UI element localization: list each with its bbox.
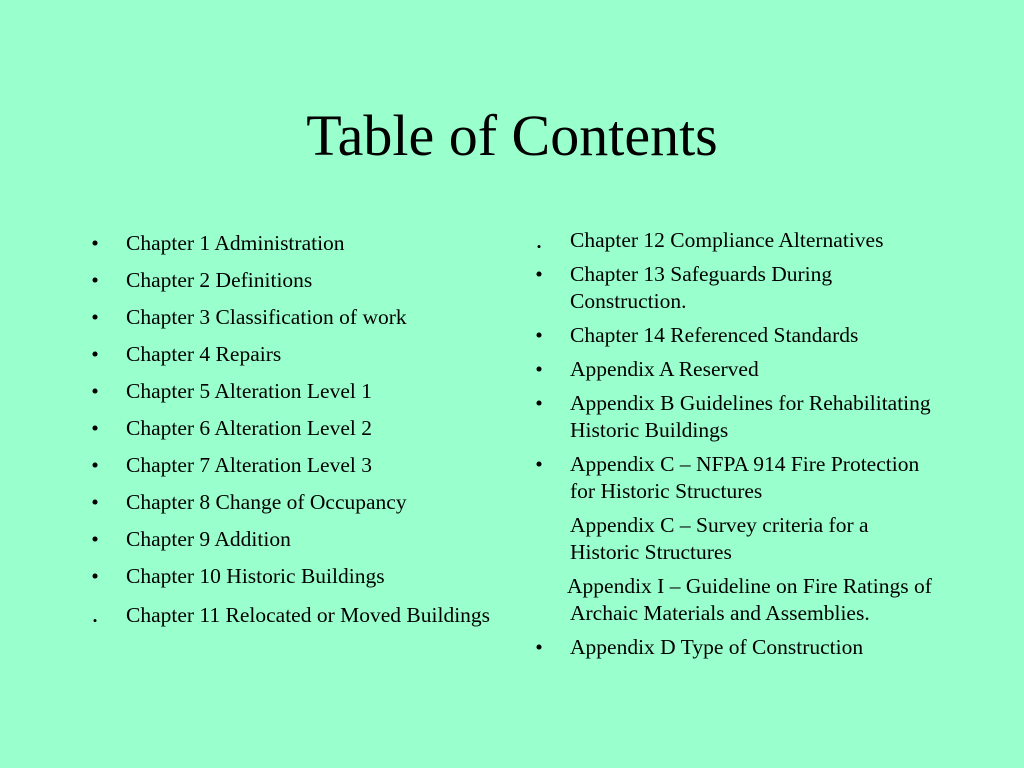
toc-item bbox=[82, 563, 502, 590]
toc-item-text: Appendix A Reserved bbox=[570, 357, 759, 381]
toc-item-text: Chapter 6 Alteration Level 2 bbox=[126, 416, 372, 440]
toc-item bbox=[82, 600, 502, 630]
bullet-icon: • bbox=[535, 357, 543, 381]
toc-item bbox=[82, 415, 502, 442]
bullet-icon: • bbox=[91, 305, 99, 329]
toc-item bbox=[526, 634, 936, 661]
toc-item bbox=[82, 304, 502, 331]
toc-item bbox=[526, 356, 936, 383]
bullet-icon: • bbox=[91, 564, 99, 588]
toc-item bbox=[526, 512, 936, 566]
toc-item-text: Appendix C – NFPA 914 Fire Protection for Historic Structures bbox=[570, 452, 920, 503]
toc-item-text: Chapter 4 Repairs bbox=[126, 342, 282, 366]
toc-item bbox=[526, 390, 936, 444]
toc-left-column bbox=[82, 230, 502, 640]
bullet-icon: • bbox=[91, 231, 99, 255]
toc-item bbox=[526, 451, 936, 505]
toc-item bbox=[526, 322, 936, 349]
toc-item bbox=[82, 341, 502, 368]
toc-item-text: Appendix B Guidelines for Rehabilitating Historic Buildings bbox=[570, 391, 931, 442]
toc-item-text: Chapter 11 Relocated or Moved Buildings bbox=[126, 603, 491, 627]
bullet-icon: • bbox=[535, 262, 543, 286]
toc-item-text: Chapter 2 Definitions bbox=[126, 268, 313, 292]
bullet-icon: • bbox=[535, 452, 543, 476]
toc-item-text: Chapter 3 Classification of work bbox=[126, 305, 407, 329]
bullet-icon: • bbox=[535, 323, 543, 347]
toc-item-text: Chapter 14 Referenced Standards bbox=[570, 323, 859, 347]
toc-item-text: Chapter 8 Change of Occupancy bbox=[126, 490, 407, 514]
bullet-icon: • bbox=[91, 490, 99, 514]
toc-item bbox=[82, 267, 502, 294]
toc-item-text: Chapter 10 Historic Buildings bbox=[126, 564, 385, 588]
bullet-icon: • bbox=[92, 613, 98, 628]
toc-item-text: Chapter 1 Administration bbox=[126, 231, 345, 255]
toc-item-text: Chapter 7 Alteration Level 3 bbox=[126, 453, 372, 477]
bullet-icon: • bbox=[91, 416, 99, 440]
toc-item-text: Chapter 13 Safeguards During Construction. bbox=[570, 262, 833, 313]
toc-item-text: Chapter 9 Addition bbox=[126, 527, 291, 551]
toc-item bbox=[82, 378, 502, 405]
toc-right-column bbox=[526, 227, 936, 668]
bullet-icon: • bbox=[535, 635, 543, 659]
slide-title: Table of Contents bbox=[306, 103, 718, 168]
toc-item-text: Chapter 12 Compliance Alternatives bbox=[570, 228, 884, 252]
bullet-icon: • bbox=[536, 239, 542, 254]
toc-item bbox=[82, 526, 502, 553]
toc-item bbox=[82, 452, 502, 479]
toc-item-text: Appendix I – Guideline on Fire Ratings of Archaic Materials and Assemblies. bbox=[567, 574, 932, 625]
bullet-icon: • bbox=[535, 391, 543, 415]
toc-item bbox=[526, 573, 936, 627]
toc-item bbox=[526, 261, 936, 315]
toc-item-text: Chapter 5 Alteration Level 1 bbox=[126, 379, 372, 403]
bullet-icon: • bbox=[91, 342, 99, 366]
toc-item bbox=[82, 489, 502, 516]
bullet-icon: • bbox=[91, 453, 99, 477]
toc-item-text: Appendix C – Survey criteria for a Historic Structures bbox=[570, 513, 869, 564]
toc-item bbox=[82, 230, 502, 257]
toc-item bbox=[526, 227, 936, 254]
bullet-icon: • bbox=[91, 268, 99, 292]
toc-item-text: Appendix D Type of Construction bbox=[570, 635, 864, 659]
bullet-icon: • bbox=[91, 527, 99, 551]
bullet-icon: • bbox=[91, 379, 99, 403]
